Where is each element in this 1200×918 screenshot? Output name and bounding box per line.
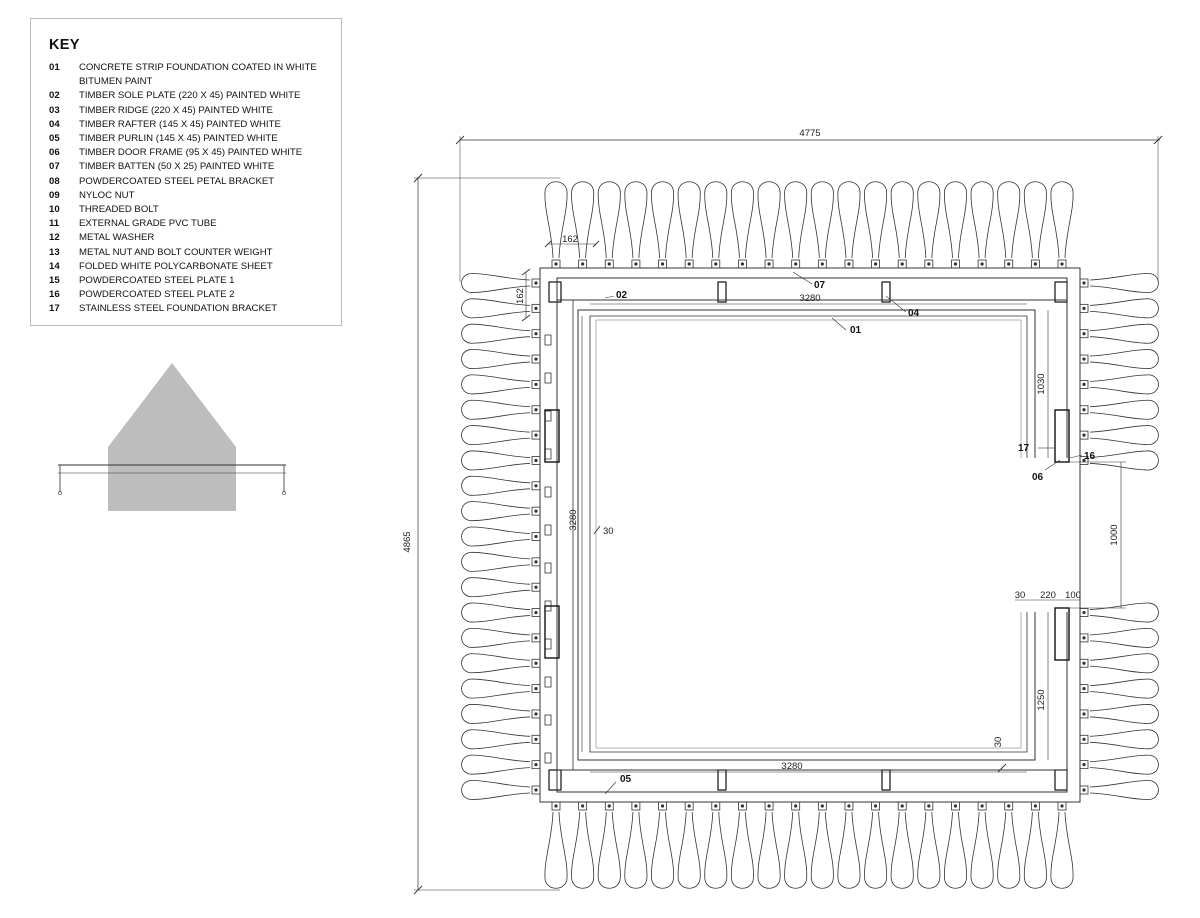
bolt-icon [901, 262, 904, 265]
dim-door-opening: 1000 [1109, 524, 1120, 546]
key-item-text: POWDERCOATED STEEL PLATE 1 [79, 275, 235, 287]
petal [1090, 400, 1158, 419]
petal [1090, 654, 1158, 673]
dim-wall-bottom-right: 30 [993, 736, 1004, 748]
bolt-icon [1060, 262, 1063, 265]
callout-06: 06 [1032, 472, 1044, 483]
side-bolt [545, 563, 551, 573]
bolt-icon [767, 804, 770, 807]
petal [462, 400, 530, 419]
key-item-text: METAL WASHER [79, 232, 155, 244]
petal [758, 182, 780, 258]
key-item-number: 13 [49, 246, 60, 258]
dim-inner-bottom: 3280 [781, 761, 803, 772]
bolt-icon [1082, 712, 1085, 715]
bolt-icon [534, 459, 537, 462]
bolt-icon [901, 804, 904, 807]
bolt-icon [608, 262, 611, 265]
bolt-icon [767, 262, 770, 265]
petal [462, 451, 530, 470]
petal [971, 812, 993, 888]
petal [1090, 730, 1158, 749]
bolt-icon [661, 804, 664, 807]
bolt-icon [1007, 262, 1010, 265]
bolt-icon [534, 408, 537, 411]
petal [864, 812, 886, 888]
petal [462, 375, 530, 394]
callout-16: 16 [1084, 451, 1096, 462]
petal [462, 426, 530, 445]
petal [918, 182, 940, 258]
bolt-icon [534, 510, 537, 513]
petal [1090, 755, 1158, 774]
key-item-text: CONCRETE STRIP FOUNDATION COATED IN WHITE BITUMEN PAINT [79, 62, 317, 88]
key-item-text: POWDERCOATED STEEL PETAL BRACKET [79, 175, 275, 187]
key-item-number: 15 [49, 275, 60, 287]
petal [731, 182, 753, 258]
key-item-number: 06 [49, 147, 60, 159]
bolt-icon [1082, 788, 1085, 791]
petal [1090, 375, 1158, 394]
bolt-icon [1060, 804, 1063, 807]
bolt-icon [714, 804, 717, 807]
bolt-icon [534, 281, 537, 284]
bolt-icon [534, 535, 537, 538]
petal [462, 476, 530, 495]
petal [462, 552, 530, 571]
petal [1090, 350, 1158, 369]
petal [998, 812, 1020, 888]
key-item-text: TIMBER DOOR FRAME (95 X 45) PAINTED WHITE [79, 147, 303, 159]
bolt-icon [847, 262, 850, 265]
bolt-icon [581, 262, 584, 265]
petal [572, 182, 594, 258]
petal [462, 628, 530, 647]
petal [731, 812, 753, 888]
bolt-icon [1082, 738, 1085, 741]
dim-door-upper: 1030 [1036, 373, 1047, 395]
petal [1090, 299, 1158, 318]
petal [1090, 780, 1158, 799]
bolt-icon [688, 804, 691, 807]
bolt-icon [1082, 611, 1085, 614]
petal [1024, 812, 1046, 888]
callout-01: 01 [850, 325, 862, 336]
side-bolt [545, 753, 551, 763]
bolt-icon [927, 804, 930, 807]
petal [1090, 603, 1158, 622]
petal [462, 502, 530, 521]
key-item-text: THREADED BOLT [79, 204, 159, 216]
bolt-icon [534, 788, 537, 791]
side-bolt [545, 449, 551, 459]
bolt-icon [661, 262, 664, 265]
petal [838, 812, 860, 888]
key-item-number: 04 [49, 118, 60, 130]
dim-petal-height: 162 [515, 288, 526, 304]
bolt-icon [534, 636, 537, 639]
petal [971, 182, 993, 258]
bolt-icon [794, 804, 797, 807]
corner-plate [549, 770, 561, 790]
corner-plate [1055, 282, 1067, 302]
petal [651, 812, 673, 888]
bolt-icon [821, 262, 824, 265]
petal [864, 182, 886, 258]
bolt-icon [534, 383, 537, 386]
side-bolt [545, 335, 551, 345]
bolt-icon [534, 687, 537, 690]
petal [1051, 182, 1073, 258]
bolt-icon [534, 332, 537, 335]
key-item-text: POWDERCOATED STEEL PLATE 2 [79, 289, 235, 301]
bolt-icon [954, 262, 957, 265]
key-item-number: 03 [49, 104, 60, 116]
key-item-text: METAL NUT AND BOLT COUNTER WEIGHT [79, 246, 273, 258]
bolt-icon [554, 262, 557, 265]
dim-door-lower: 1250 [1036, 689, 1047, 711]
petal [785, 812, 807, 888]
rafter-plate [882, 282, 890, 302]
bolt-icon [1082, 383, 1085, 386]
petal [1090, 273, 1158, 292]
petal [1051, 812, 1073, 888]
dim-inner-top: 3280 [799, 293, 821, 304]
bolt-icon [1082, 662, 1085, 665]
dim-overall-width: 4775 [799, 128, 821, 139]
bolt-icon [688, 262, 691, 265]
petal [572, 812, 594, 888]
key-item-text: TIMBER SOLE PLATE (220 X 45) PAINTED WHITE [79, 90, 301, 102]
petal [944, 182, 966, 258]
dim-tick [594, 526, 600, 534]
side-bolt [545, 487, 551, 497]
petal [462, 527, 530, 546]
corner-plate [1055, 770, 1067, 790]
foundation-wall-outer [578, 310, 1035, 760]
petal [1090, 704, 1158, 723]
petal [462, 603, 530, 622]
key-item-text: TIMBER PURLIN (145 X 45) PAINTED WHITE [79, 133, 278, 145]
bolt-icon [1082, 636, 1085, 639]
petal [891, 812, 913, 888]
petal [462, 578, 530, 597]
petal [918, 812, 940, 888]
key-item-number: 16 [49, 289, 60, 301]
key-item-text: NYLOC NUT [79, 189, 135, 201]
side-bolt [545, 639, 551, 649]
key-item-text: STAINLESS STEEL FOUNDATION BRACKET [79, 303, 278, 315]
corner-plate [549, 282, 561, 302]
bolt-icon [847, 804, 850, 807]
bolt-icon [1082, 307, 1085, 310]
petal [998, 182, 1020, 258]
key-item-text: FOLDED WHITE POLYCARBONATE SHEET [79, 260, 273, 272]
bolt-icon [1034, 804, 1037, 807]
bolt-icon [874, 804, 877, 807]
petal [462, 324, 530, 343]
petal [1024, 182, 1046, 258]
bolt-icon [927, 262, 930, 265]
bolt-icon [1082, 357, 1085, 360]
petal [1090, 426, 1158, 445]
callout-leader [1045, 460, 1060, 470]
key-item-text: TIMBER RIDGE (220 X 45) PAINTED WHITE [79, 104, 273, 116]
outer-platform-outline [540, 268, 1080, 802]
petal-array [462, 182, 1159, 888]
petal [838, 182, 860, 258]
side-bolt [545, 715, 551, 725]
rafter-plate [718, 770, 726, 790]
key-item-number: 12 [49, 232, 60, 244]
dim-frame-b: 220 [1040, 590, 1056, 601]
callout-04: 04 [908, 308, 920, 319]
callout-07: 07 [814, 280, 826, 291]
key-item-number: 11 [49, 218, 60, 230]
bolt-icon [534, 434, 537, 437]
dim-overall-height: 4865 [402, 531, 413, 553]
petal [462, 654, 530, 673]
key-item-number: 14 [49, 260, 60, 272]
bolt-icon [534, 586, 537, 589]
bolt-icon [534, 560, 537, 563]
side-bolt [545, 525, 551, 535]
petal [758, 812, 780, 888]
bolt-icon [1082, 687, 1085, 690]
bolt-icon [1034, 262, 1037, 265]
petal [1090, 324, 1158, 343]
petal [462, 755, 530, 774]
bolt-icon [534, 662, 537, 665]
petal [462, 780, 530, 799]
side-bolt [545, 677, 551, 687]
bolt-icon [954, 804, 957, 807]
petal [462, 730, 530, 749]
petal [678, 812, 700, 888]
foundation-wall-inner [590, 316, 1027, 752]
bolt-icon [714, 262, 717, 265]
petal [678, 182, 700, 258]
petal [598, 812, 620, 888]
dim-tick [998, 764, 1006, 772]
petal [705, 812, 727, 888]
bolt-icon [1082, 763, 1085, 766]
petal [462, 350, 530, 369]
rafter-plate [718, 282, 726, 302]
bolt-icon [874, 262, 877, 265]
dim-frame-c: 100 [1065, 590, 1081, 601]
bolt-icon [741, 804, 744, 807]
callout-02: 02 [616, 290, 628, 301]
bolt-icon [1082, 408, 1085, 411]
petal [545, 182, 567, 258]
bolt-icon [1082, 281, 1085, 284]
callout-05: 05 [620, 774, 632, 785]
petal [625, 812, 647, 888]
bolt-icon [534, 611, 537, 614]
bolt-icon [634, 804, 637, 807]
bolt-icon [1082, 332, 1085, 335]
bolt-icon [554, 804, 557, 807]
bolt-icon [1007, 804, 1010, 807]
side-bolt [545, 411, 551, 421]
petal [811, 812, 833, 888]
petal [625, 182, 647, 258]
bolt-icon [534, 484, 537, 487]
bolt-icon [581, 804, 584, 807]
bolt-icon [608, 804, 611, 807]
dim-inner-left: 3280 [568, 509, 579, 531]
petal [462, 704, 530, 723]
petal [1090, 679, 1158, 698]
petal [785, 182, 807, 258]
bolt-icon [634, 262, 637, 265]
petal [462, 679, 530, 698]
bolt-icon [794, 262, 797, 265]
bolt-icon [534, 738, 537, 741]
key-item-text: TIMBER RAFTER (145 X 45) PAINTED WHITE [79, 118, 281, 130]
petal [545, 812, 567, 888]
key-item-text: TIMBER BATTEN (50 X 25) PAINTED WHITE [79, 161, 275, 173]
bolt-icon [741, 262, 744, 265]
callout-leader [605, 296, 614, 298]
key-title: KEY [49, 37, 80, 53]
petal [705, 182, 727, 258]
petal [944, 812, 966, 888]
dim-wall-left: 30 [603, 526, 614, 537]
side-bolt [545, 373, 551, 383]
petal [891, 182, 913, 258]
key-item-number: 05 [49, 133, 60, 145]
petal [1090, 451, 1158, 470]
dim-frame-a: 30 [1014, 590, 1026, 601]
key-item-number: 01 [49, 62, 60, 73]
bracket-array [532, 260, 1088, 810]
dim-petal-width: 162 [562, 234, 578, 245]
key-item-number: 17 [49, 303, 60, 315]
key-item-number: 09 [49, 189, 60, 201]
petal [811, 182, 833, 258]
sole-plate-bottom [557, 770, 1067, 792]
petal [651, 182, 673, 258]
key-item-text: EXTERNAL GRADE PVC TUBE [79, 218, 217, 230]
callout-17: 17 [1018, 443, 1030, 454]
key-item-number: 10 [49, 204, 60, 216]
bolt-icon [1082, 434, 1085, 437]
foundation-wall-face [596, 320, 1021, 748]
bolt-icon [534, 307, 537, 310]
bolt-icon [534, 712, 537, 715]
key-item-number: 02 [49, 90, 60, 102]
bolt-icon [534, 763, 537, 766]
petal [1090, 628, 1158, 647]
bolt-icon [981, 262, 984, 265]
key-item-number: 07 [49, 161, 60, 173]
petal [598, 182, 620, 258]
bolt-icon [534, 357, 537, 360]
key-item-number: 08 [49, 175, 60, 187]
rafter-plate [882, 770, 890, 790]
bolt-icon [821, 804, 824, 807]
bolt-icon [981, 804, 984, 807]
